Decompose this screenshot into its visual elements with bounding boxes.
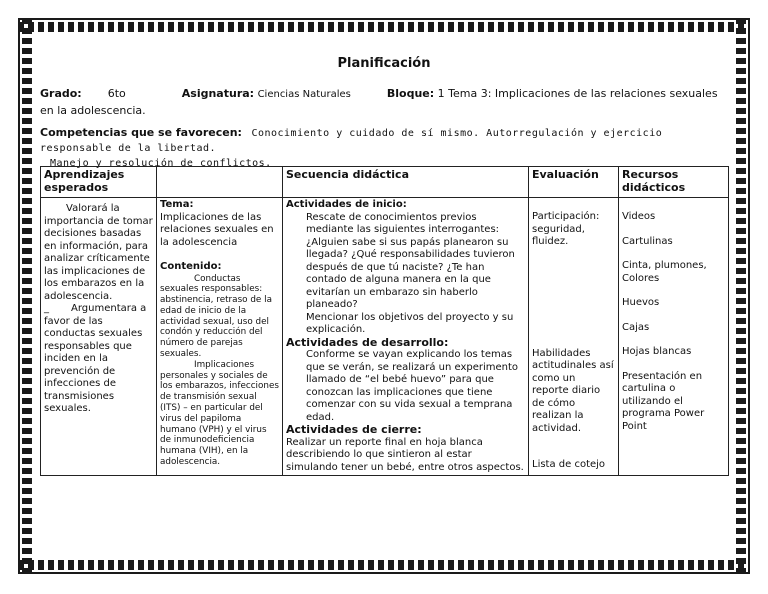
page-title: Planificación (337, 56, 431, 71)
bloque-value: 1 Tema 3: Implicaciones de las relaciones sexuales (437, 87, 718, 100)
header-aprendizajes: Aprendizajes esperados (41, 167, 157, 198)
desarrollo-label: Actividades de desarrollo: (286, 335, 449, 349)
evaluacion-2: Habilidades actitudinales así como un reporte diario de cómo realizan la actividad. (532, 347, 614, 434)
inicio-text-1: Rescate de conocimientos previos mediante las siguientes interrogantes: ¿Alguien sabe si sus papás planearon su llegada? ¿Qué responsabilidades tuvieron después de que tú naciste? ¿Te han contado de alguna manera en la que evitarían un embarazo sin haberlo planeado? (306, 211, 515, 310)
cell-evaluacion (529, 198, 619, 476)
tema-text: Implicaciones de las relaciones sexuales en la adolescencia (160, 211, 274, 248)
tema-label: Tema: (160, 199, 194, 210)
recurso-cartulinas: Cartulinas (622, 235, 673, 247)
competencias (40, 126, 728, 171)
competencias-line1: Conocimiento y cuidado de sí mismo. Autorregulación y ejercicio responsable de la libertad. (40, 128, 663, 154)
recurso-presentacion: Presentación en cartulina o utilizando el programa Power Point (622, 370, 705, 432)
competencias-label: Competencias que se favorecen: (40, 126, 242, 139)
planning-table (40, 166, 729, 476)
recurso-videos: Videos (622, 211, 656, 222)
table-header-row (41, 167, 729, 198)
header-blank (157, 167, 283, 198)
bloque-continuation: en la adolescencia. (40, 104, 146, 117)
cell-recursos (619, 198, 729, 476)
grado-label: Grado: (40, 87, 82, 100)
inicio-text-2: Mencionar los objetivos del proyecto y su explicación. (306, 311, 514, 335)
header-recursos: Recursos didácticos (619, 167, 729, 198)
header-evaluacion: Evaluación (529, 167, 619, 198)
inicio-label: Actividades de inicio: (286, 199, 407, 210)
table-row (41, 198, 729, 476)
recurso-huevos: Huevos (622, 297, 660, 308)
header-info (40, 86, 728, 119)
aprendizaje-bullet: _ (44, 303, 49, 314)
cell-tema-contenido (157, 198, 283, 476)
recurso-cinta: Cinta, plumones, Colores (622, 260, 707, 284)
evaluacion-1: Participación: seguridad, fluidez. (532, 211, 600, 247)
header-secuencia: Secuencia didáctica (283, 167, 529, 198)
border-bottom (18, 558, 750, 574)
aprendizaje-1: Valorará la importancia de tomar decisiones basadas en información, para analizar críticamente las implicaciones de los embarazos en la adolescencia. (44, 203, 153, 302)
cierre-label: Actividades de cierre: (286, 423, 422, 436)
cell-aprendizajes (41, 198, 157, 476)
recurso-hojas: Hojas blancas (622, 346, 692, 357)
grado-value: 6to (107, 87, 126, 100)
contenido-1: Conductas sexuales responsables: abstinencia, retraso de la edad de inicio de la actividad sexual, uso del condón y reducción del número de parejas sexuales. (160, 273, 272, 360)
border-left (18, 18, 32, 574)
border-top (18, 18, 750, 34)
contenido-2: Implicaciones personales y sociales de los embarazos, infecciones de transmisión sexual (ITS) – en particular del virus del papiloma humano (VPH) y el virus de inmunodeficiencia humana (VIH), en la adolescencia. (160, 359, 279, 468)
competencias-line2: Manejo y resolución de conflictos. (50, 158, 272, 169)
border-right (736, 18, 750, 574)
contenido-label: Contenido: (160, 261, 222, 272)
aprendizaje-2: Argumentara a favor de las conductas sexuales responsables que inciden en la prevención de infecciones de transmisiones sexuales. (44, 303, 147, 414)
recurso-cajas: Cajas (622, 321, 650, 333)
asignatura-value: Ciencias Naturales (257, 89, 351, 100)
bloque-label: Bloque: (386, 87, 435, 100)
asignatura-label: Asignatura: (181, 87, 255, 100)
cierre-text: Realizar un reporte final en hoja blanca describiendo lo que sintieron al estar simulando tener un bebé, entre otros aspectos. (286, 436, 524, 473)
cell-secuencia (283, 198, 529, 476)
evaluacion-3: Lista de cotejo (532, 459, 606, 470)
desarrollo-text: Conforme se vayan explicando los temas que se verán, se realizará un experimento llamado de “el bebé huevo” para que conozcan las implicaciones que tiene comenzar con su vida sexual a temprana edad. (306, 349, 519, 423)
